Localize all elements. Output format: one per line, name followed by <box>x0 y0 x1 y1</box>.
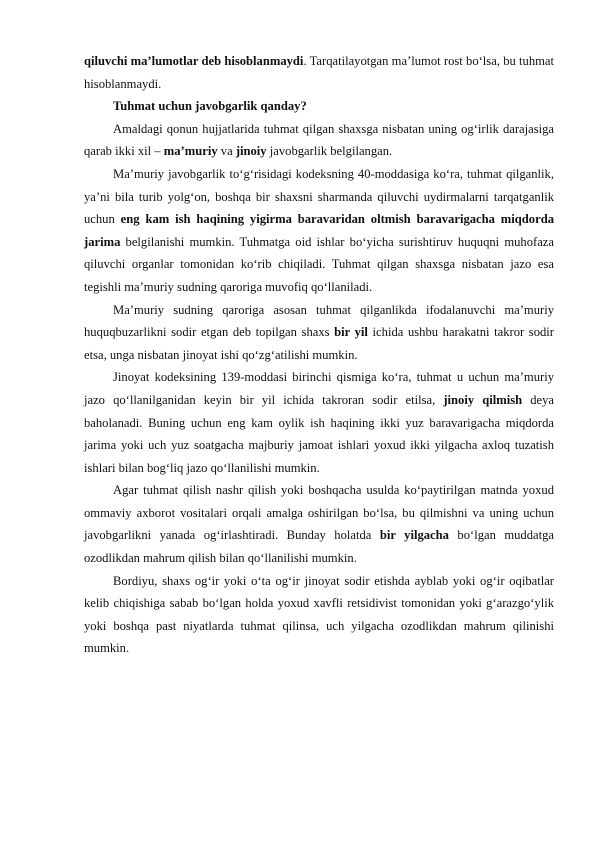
text-run: Ma’muriy sudning qaroriga asosan tuhmat qilganlikda ifodalanuvchi ma’muriy huquqbuzarlikni sodir etgan deb topilgan shaxs <box>84 302 554 340</box>
bold-text: bir yilgacha <box>379 528 449 543</box>
text-run: Bordiyu, shaxs og‘ir yoki o‘ta og‘ir jinoyat sodir etishda ayblab yoki og‘ir oqibatlar kelib chiqishiga sabab bo‘lgan holda yoxud xavfli retsidivist tomonidan yoki g‘arazgo‘ylik yoki boshqa past niyatlarda tuhmat qilinsa, uch yilgacha ozodlikdan mahrum qilinishi mumkin. <box>84 573 554 656</box>
paragraph <box>84 50 554 95</box>
bold-text: ma’muriy <box>163 144 218 159</box>
body-text <box>84 50 554 660</box>
paragraph <box>84 163 554 299</box>
bold-text: jinoiy qilmish <box>443 392 523 407</box>
paragraph <box>84 479 554 569</box>
text-run: Ma’muriy javobgarlik to‘g‘risidagi kodeksning 40-moddasiga ko‘ra, tuhmat qilganlik, ya’ni bila turib yolg‘on, boshqa bir shaxsni sharmanda qiluvchi uydirmalarni tarqatganlik uchun <box>84 166 554 227</box>
text-run: Jinoyat kodeksining 139-moddasi birinchi qismiga ko‘ra, tuhmat u uchun ma’muriy jazo qo‘llanilganidan keyin bir yil ichida takroran sodir etilsa, <box>84 370 554 407</box>
text-run: . Tarqatilayotgan ma’lumot rost bo‘lsa, bu tuhmat hisoblanmaydi. <box>84 54 555 91</box>
text-run: bo‘lgan muddatga ozodlikdan mahrum qilish bilan qo‘llanilishi mumkin. <box>84 528 554 566</box>
paragraph <box>84 366 554 479</box>
text-run: javobgarlik belgilangan. <box>266 144 393 159</box>
paragraph <box>84 95 554 118</box>
text-run: belgilanishi mumkin. Tuhmatga oid ishlar bo‘yicha surishtiruv huquqni muhofaza qiluvchi organlar tomonidan ko‘rib chiqiladi. Tuhmat qilgan shaxsga nisbatan jazo esa tegishli ma’muriy sudning qaroriga muvofiq qo‘llaniladi. <box>84 234 554 294</box>
text-run: ichida ushbu harakatni takror sodir etsa, unga nisbatan jinoyat ishi qo‘zg‘atilishi mumkin. <box>84 325 554 362</box>
bold-text: qiluvchi ma’lumotlar deb hisoblanmaydi <box>84 54 304 68</box>
paragraph <box>84 299 554 367</box>
text-run: deya baholanadi. Buning uchun eng kam oylik ish haqining ikki yuz baravarigacha miqdorda jarima yoki uch yuz soatgacha majburiy jamoat ishlari yoxud ikki yilgacha axloq tuzatish ishlari bilan bog‘liq jazo qo‘llanilishi mumkin. <box>84 392 554 475</box>
bold-text: Tuhmat uchun javobgarlik qanday? <box>113 99 307 114</box>
paragraph <box>84 118 554 163</box>
text-run: Agar tuhmat qilish nashr qilish yoki boshqacha usulda ko‘paytirilgan matnda yoxud ommaviy axborot vositalari orqali amalga oshirilgan bo‘lsa, bu qilmishni va uning uchun javobgarlikni yanada og‘irlashtiradi. Bunday holatda <box>84 483 554 543</box>
text-run: Amaldagi qonun hujjatlarida tuhmat qilgan shaxsga nisbatan uning og‘irlik darajasiga qarab ikki xil – <box>84 121 554 159</box>
paragraph <box>84 570 554 660</box>
bold-text: eng kam ish haqining yigirma baravaridan oltmish baravarigacha miqdorda jarima <box>84 212 554 249</box>
text-run: va <box>217 144 236 159</box>
bold-text: bir yil <box>334 325 368 340</box>
bold-text: jinoiy <box>235 144 267 159</box>
